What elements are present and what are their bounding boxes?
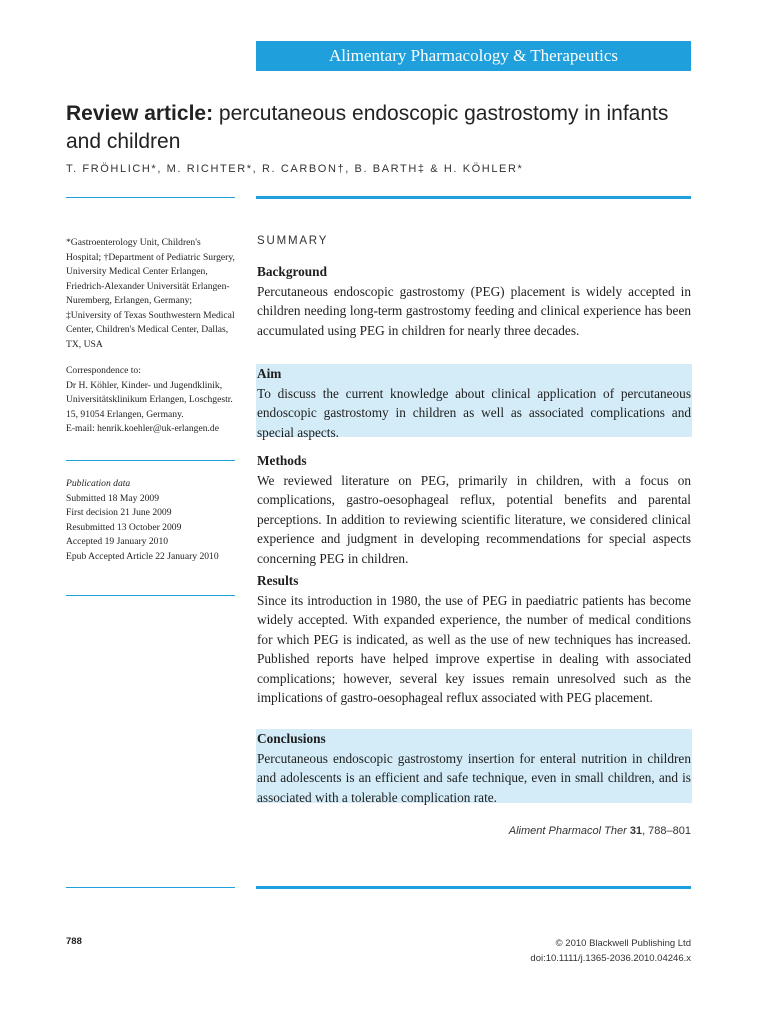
pub-accepted: Accepted 19 January 2010 [66,536,169,547]
pub-resubmitted: Resubmitted 13 October 2009 [66,521,182,533]
title-text: percutaneous endoscopic gastrostomy in infants and children [66,102,669,153]
section-conclusions [256,729,692,803]
section-results [257,571,691,708]
citation-journal: Aliment Pharmacol Ther [508,825,627,837]
section-methods [257,451,691,568]
copyright-text: © 2010 Blackwell Publishing Ltd [555,938,691,949]
footer-info [530,936,691,966]
doi-text[interactable]: doi:10.1111/j.1365-2036.2010.04246.x [530,953,691,964]
citation-volume: 31 [629,825,643,837]
pub-epub: Epub Accepted Article 22 January 2010 [66,550,219,562]
section-aim [256,364,692,440]
section-text: To discuss the current knowledge about clinical application of percutaneous endoscopic gastrostomy in children as well as associated complications and special aspects. [257,385,691,440]
correspondence-address: Dr H. Köhler, Kinder- und Jugendklinik, Universitätsklinikum Erlangen, Loschgestr. 15, 91054 Erlangen, Germany. [66,379,233,420]
page-number: 788 [66,936,82,947]
section-text: Percutaneous endoscopic gastrostomy (PEG) placement is widely accepted in children needing long-term gastrostomy feeding and clinical experience has been accumulated using PEG in children for nearly three decades. [257,283,691,338]
article-title [66,100,706,156]
left-top-rule [66,197,235,198]
left-mid-rule [66,460,235,461]
section-text: Since its introduction in 1980, the use of PEG in paediatric patients has become widely accepted. With expanded experience, the number of medical conditions for which PEG is indicated, as well as the use of new techniques has increased. Published reports have helped improve expertise in dealing with associated complications; however, several key issues remain unresolved such as the implications of gastro-oesophageal reflux associated with PEG placement. [257,592,691,705]
section-heading: Methods [257,453,307,468]
section-text: Percutaneous endoscopic gastrostomy insertion for enteral nutrition in children and adolescents is an efficient and safe technique, even in small children, and is associated with a tolerable complication rate. [257,750,691,805]
left-bottom-rule [66,887,235,888]
affiliations-text: *Gastroenterology Unit, Children's Hospital; †Department of Pediatric Surgery, University Medical Center Erlangen, Friedrich-Alexander Universität Erlangen-Nuremberg, Erlangen, Germany; ‡University of Texas Southwestern Medical Center, Children's Medical Center, Dallas, TX, USA [66,237,235,350]
affiliations [66,236,236,352]
pub-submitted: Submitted 18 May 2009 [66,492,160,504]
pub-first-decision: First decision 21 June 2009 [66,507,172,518]
summary-top-rule [256,196,691,199]
summary-heading: SUMMARY [257,235,329,247]
section-background [257,262,691,340]
section-heading: Background [257,264,327,279]
publication-label: Publication data [66,478,131,489]
correspondence [66,364,236,437]
journal-citation [509,825,691,837]
correspondence-email[interactable]: E-mail: henrik.koehler@uk-erlangen.de [66,423,219,434]
title-prefix: Review article: [66,102,214,125]
section-heading: Conclusions [257,731,326,746]
citation-pages: , 788–801 [642,825,691,837]
journal-banner [256,41,691,71]
section-text: We reviewed literature on PEG, primarily in children, with a focus on complications, gastro-oesophageal reflux, potential benefits and parental perceptions. In addition to reviewing scientific literature, we considered clinical experience and judgment in developing recommendations for special aspects concerning PEG in children. [257,472,691,566]
journal-name: Alimentary Pharmacology & Therapeutics [328,46,619,65]
left-lower-rule [66,595,235,596]
author-list: T. FRÖHLICH*, M. RICHTER*, R. CARBON†, B. BARTH‡ & H. KÖHLER* [66,163,524,175]
section-heading: Results [257,573,299,588]
correspondence-label: Correspondence to: [66,365,141,376]
publication-data [66,477,236,564]
section-heading: Aim [257,366,282,381]
summary-bottom-rule [256,886,691,889]
